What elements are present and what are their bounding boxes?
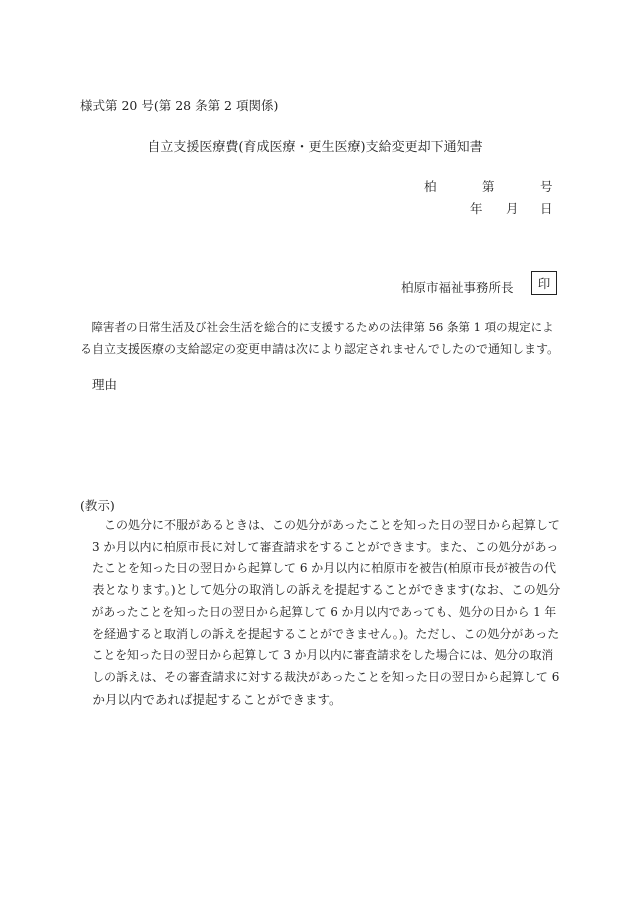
- date-month: 月: [506, 201, 519, 216]
- intro-line: る自立支援医療の支給認定の変更申請は次により認定されませんでしたので通知します。: [80, 342, 560, 356]
- instruction-line: たことを知った日の翌日から起算して 6 か月以内に柏原市を被告(柏原市長が被告の代: [80, 561, 556, 576]
- instruction-line: この処分に不服があるときは、この処分があったことを知った日の翌日から起算して: [80, 518, 560, 532]
- instruction-line: ことを知った日の翌日から起算して 3 か月以内に審査請求をした場合には、処分の取消: [80, 648, 554, 663]
- reference-dai: 第: [482, 179, 495, 194]
- issuer-name: 柏原市福祉事務所長: [401, 280, 514, 295]
- reason-label: 理由: [92, 377, 118, 392]
- document-title: 自立支援医療費(育成医療・更生医療)支給変更却下通知書: [147, 140, 483, 155]
- form-number: 様式第 20 号(第 28 条第 2 項関係): [80, 98, 279, 113]
- instruction-line: しの訴えは、その審査請求に対する裁決があったことを知った日の翌日から起算して 6: [80, 669, 560, 684]
- reference-prefix: 柏: [424, 179, 437, 194]
- instruction-line: を経過すると取消しの訴えを提起することができません。)。ただし、この処分があった: [80, 626, 560, 641]
- seal-box: 印: [531, 271, 557, 295]
- instruction-line: か月以内であれば提起することができます。: [80, 691, 342, 707]
- instruction-line: があったことを知った日の翌日から起算して 6 か月以内であっても、処分の日から 1 年: [80, 604, 557, 619]
- date-year: 年: [470, 201, 483, 216]
- intro-paragraph: [80, 316, 559, 360]
- instruction-paragraph: [80, 515, 560, 710]
- reference-go: 号: [540, 179, 553, 194]
- intro-line: 障害者の日常生活及び社会生活を総合的に支援するための法律第 56 条第 1 項の規定によ: [80, 320, 554, 334]
- instruction-line: 3 か月以内に柏原市長に対して審査請求をすることができます。また、この処分があっ: [80, 539, 559, 554]
- instruction-label: (教示): [80, 498, 115, 513]
- date-day: 日: [540, 201, 553, 216]
- instruction-line: 表となります。)として処分の取消しの訴えを提起することができます(なお、この処分: [80, 583, 561, 598]
